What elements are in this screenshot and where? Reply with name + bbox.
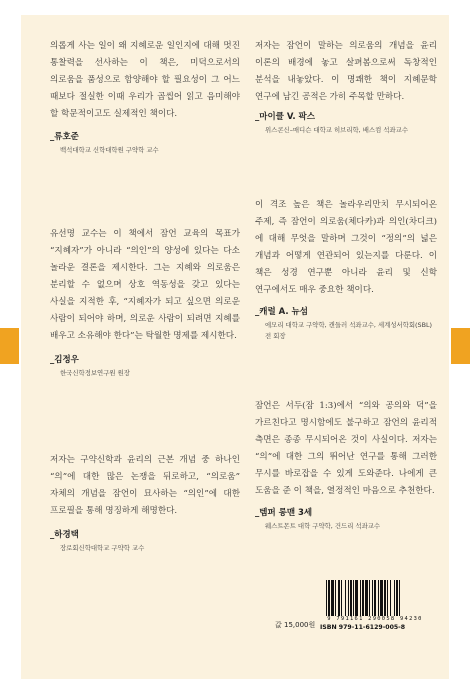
endorser-affiliation: 위스콘신–매디슨 대학교 히브리학, 배스컴 석좌교수 <box>265 126 408 134</box>
endorsement-left-3 <box>50 452 240 554</box>
endorsement-right-1 <box>255 38 437 136</box>
left-edge-tab <box>0 328 19 364</box>
barcode-stripe <box>338 580 340 620</box>
isbn-text: ISBN 979-11-6129-005-8 <box>320 624 406 631</box>
barcode-stripe <box>348 580 349 620</box>
barcode-stripe <box>335 580 336 620</box>
endorser-affiliation: 장로회신학대학교 구약학 교수 <box>60 544 145 552</box>
barcode-stripe <box>384 580 386 620</box>
endorsement-text: 의롭게 사는 일이 왜 지혜로운 일인지에 대해 멋진 통찰력을 선사하는 이 책은, 미덕으로서의 의로움을 품성으로 함양해야 할 필요성이 그 어느 때보다 절실한 이때 우리가 곱씹어 읽고 음미해야 할 학문적이고도 실제적인 책이다. <box>50 41 240 119</box>
endorser-name: _마이클 V. 팍스 <box>255 112 315 122</box>
endorsement-right-2 <box>255 197 437 342</box>
barcode-stripe <box>369 580 370 620</box>
endorser-affiliation: 백석대학교 신학대학원 구약학 교수 <box>60 146 159 154</box>
endorsement-left-1 <box>50 38 240 156</box>
barcode-bars <box>326 580 424 620</box>
endorser-name: _류호준 <box>50 132 79 142</box>
endorsement-left-2 <box>50 226 240 379</box>
isbn-barcode <box>320 580 430 642</box>
barcode-stripe <box>355 580 358 620</box>
endorser-affiliation: 웨스트몬트 대학 구약학, 건드리 석좌교수 <box>265 522 381 530</box>
barcode-stripe <box>390 580 391 620</box>
endorser-affiliation: 한국신학정보연구원 원장 <box>60 369 130 377</box>
endorser-name: _하경택 <box>50 530 79 540</box>
endorsement-text: 유선명 교수는 이 책에서 잠언 교육의 목표가 “지혜자”가 아니라 “의인”의 양성에 있다는 다소 놀라운 결론을 제시한다. 그는 지혜와 의로움은 분리할 수 없으며 상호 역동성을 갖고 있다는 사실을 지적한 후, “지혜자가 되고 싶으면 의로운 사람이 되어야 하며, 의로운 사람이 되려면 지혜를 배우고 소유해야 한다”는 탁월한 명제를 제시한다. <box>50 229 240 341</box>
endorsement-text: 잠언은 서두(잠 1:3)에서 “의와 공의와 덕”을 가르친다고 명시함에도 불구하고 잠언의 윤리적 측면은 종종 무시되어온 것이 사실이다. 저자는 “의”에 대한 그의 뛰어난 연구를 통해 그러한 무시를 바로잡을 수 있게 도와준다. 나에게 큰 도움을 준 이 책을, 열정적인 마음으로 추천한다. <box>255 401 437 496</box>
endorsement-right-3 <box>255 398 437 532</box>
barcode-stripe <box>328 580 330 620</box>
barcode-stripe <box>365 580 368 620</box>
barcode-stripe <box>378 580 379 620</box>
barcode-stripe <box>380 580 383 620</box>
endorser-name: _템퍼 롱맨 3세 <box>255 508 313 518</box>
barcode-stripe <box>396 580 398 620</box>
endorser-name: _김정우 <box>50 355 79 365</box>
barcode-stripe <box>360 580 361 620</box>
barcode-stripe <box>394 580 395 620</box>
barcode-stripe <box>353 580 354 620</box>
endorser-affiliation: 에모리 대학교 구약학, 캔들러 석좌교수, 세계성서학회(SBL) 전 회장 <box>265 321 433 340</box>
barcode-stripe <box>341 580 342 620</box>
barcode-stripe <box>387 580 388 620</box>
barcode-stripe <box>374 580 376 620</box>
endorsement-text: 이 격조 높은 책은 놀라우리만치 무시되어온 주제, 즉 잠언이 의로움(체다카)과 의인(차디크)에 대해 무엇을 말하며 그것이 “정의”의 넓은 개념과 어떻게 연관되어 있는지를 다룬다. 이 책은 성경 연구뿐 아니라 윤리 및 신학 연구에서도 매우 중요한 책이다. <box>255 200 437 295</box>
price-label: 값 15,000원 <box>275 621 316 629</box>
barcode-stripe <box>345 580 346 620</box>
endorsement-text: 저자는 잠언이 말하는 의로움의 개념을 윤리 이론의 배경에 놓고 살펴봄으로써 독창적인 분석을 내놓았다. 이 명쾌한 책이 지혜문학 연구에 남긴 공적은 가히 주목할 만하다. <box>255 41 437 102</box>
barcode-stripe <box>350 580 352 620</box>
barcode-number: 9 791161 290058 94230 <box>320 616 430 625</box>
barcode-stripe <box>372 580 373 620</box>
endorser-name: _캐럴 A. 뉴섬 <box>255 307 308 317</box>
barcode-stripe <box>331 580 334 620</box>
right-edge-tab <box>451 328 470 364</box>
endorsement-text: 저자는 구약신학과 윤리의 근본 개념 중 하나인 “의”에 대한 많은 논쟁을 뒤로하고, “의로움” 자체의 개념을 잠언이 묘사하는 “의인”에 대한 프로필을 통해 명징하게 해명한다. <box>50 455 240 516</box>
